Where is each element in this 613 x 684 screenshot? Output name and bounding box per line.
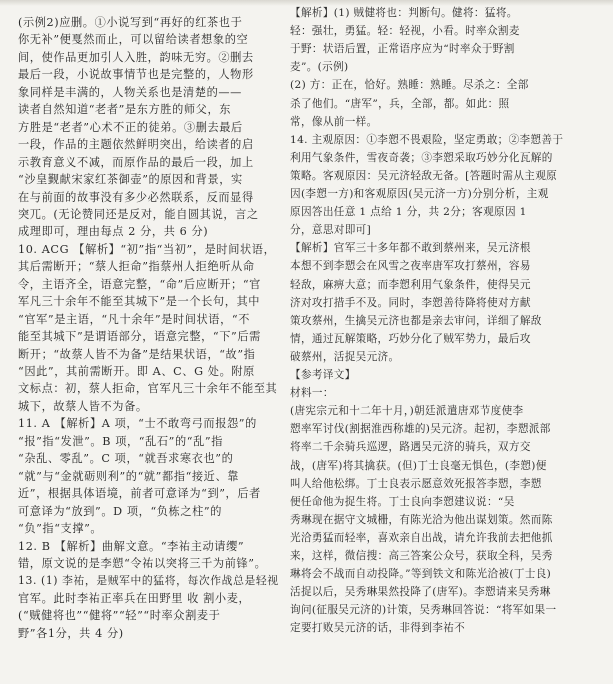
left-text-line: 最后一段，小说故事情节也是完整的，人物形 — [18, 68, 254, 82]
left-text-line: 可意译为“放到”。D 项，“负栋之柱”的 — [18, 504, 223, 518]
left-text-line: (“贼健将也”“健将”“轻”“时率众割麦于 — [18, 609, 221, 623]
right-text-line: 济对攻打措手不及。同时，李愬善待降将使对方献 — [290, 296, 531, 309]
left-text-line: 一段，作品的主题依然鲜明突出，给读者的启 — [18, 138, 254, 152]
right-text-line: 策略。客观原因：吴元济轻敌无备。[答题时需从主观原 — [290, 169, 558, 182]
left-text-line: 官军。此时李祐正率兵在田野里 收 割小麦， — [18, 591, 251, 605]
right-text-line: (2) 方：正在，恰好。熟睡：熟睡。尽杀之：全部 — [290, 79, 529, 92]
left-text-line: “报”指“发泄”。B 项，“乱石”的“乱”指 — [18, 434, 223, 448]
right-text-line: 轻：强壮，勇猛。轻：轻视，小看。时率众割麦 — [290, 25, 520, 38]
right-text-line: 原因答出任意 1 点给 1 分，共 2分；客观原因 1 — [290, 206, 527, 219]
right-text-line: 愬率军讨伐(割据淮西称雄的)吴元济。起初，李愬派部 — [290, 423, 551, 436]
left-text-line: 方胜是“老者”心术不正的徒弟。③删去最后 — [18, 120, 243, 134]
right-text-line: (唐宪宗元和十二年十月，)朝廷派遣唐邓节度使李 — [290, 405, 524, 418]
left-text-line: 文标点：初，蔡人拒命，官军凡三十余年不能至其 — [18, 382, 278, 396]
right-text-line: 将率二千余骑兵巡逻，路遇吴元济的骑兵，双方交 — [290, 441, 531, 454]
right-text-line: 【参考译文】 — [290, 369, 356, 381]
left-text-line: “因此”，其前需断开。即 A、C、G 处。附原 — [18, 365, 255, 378]
left-text-line: “沙皇觐献宋家红茶御壶”的原因和背景，实 — [18, 173, 243, 187]
right-text-line: 秀琳现在据守文城栅，有陈光洽为他出谋划策。然而陈 — [290, 513, 553, 526]
left-text-line: 象同样是丰满的，人物关系也是清楚的—— — [18, 85, 242, 99]
right-text-line: 活捉以后，吴秀琳果然投降了(唐军)。李愬请来吴秀琳 — [290, 586, 551, 599]
right-text-line: 便任命他为捉生将。丁士良向李愬建议说：“吴 — [290, 495, 515, 508]
left-text-line: “负”指“支撑”。 — [18, 522, 103, 536]
left-text-line: 野”各1分，共 4 分) — [18, 626, 124, 640]
left-text-line: “杂乱、零乱”。C 项，“就吾求寒衣也”的 — [18, 452, 234, 466]
right-text-line: 【解析】(1) 贼健将也：判断句。健将：猛将。 — [290, 7, 518, 19]
left-text-line: 近”，根据具体语境，前者可意译为“到”，后者 — [18, 487, 261, 501]
left-text-line: 其后需断开；“蔡人拒命”指蔡州人拒绝听从命 — [18, 260, 255, 274]
left-text-line: 你无补”便戛然而止，可以留给读者想象的空 — [18, 33, 249, 47]
left-text-line: (示例2)应删。①小说写到“再好的红茶也于 — [18, 16, 243, 29]
left-text-line: “官军”是主语，“凡十余年”是时间状语，“不 — [18, 312, 250, 326]
right-text-line: 本想不到李愬会在风雪之夜率唐军攻打蔡州，容易 — [290, 260, 531, 273]
left-text-line: 断开；“故蔡人皆不为备”是结果状语，“故”指 — [18, 347, 256, 361]
left-text-line: 成理即可，理由每点 2 分，共 6 分) — [18, 225, 209, 239]
right-text-line: 询问(征服吴元济的)计策，吴秀琳回答说：“将军如果一 — [290, 604, 557, 617]
left-text-line: 城下，故蔡人皆不为备。 — [18, 399, 148, 413]
right-text-line: 定要打败吴元济的话，非得到李祐不 — [290, 622, 466, 635]
right-text-line: 策攻蔡州，生擒吴元济也都是亲去审问，详细了解敌 — [290, 314, 542, 327]
left-text-line: 读者自然知道“老者”是东方胜的师父，东 — [18, 103, 232, 117]
right-text-line: 麦”。(示例) — [290, 61, 349, 74]
right-text-line: 利用气象条件，雪夜奇袭；③李愬采取巧妙分化瓦解的 — [290, 151, 553, 164]
right-text-line: 14. 主观原因：①李愬不畏艰险，坚定勇敢；②李愬善于 — [290, 133, 564, 146]
right-text-line: 因(李愬一方)和客观原因(吴元济一方)分别分析，主观 — [290, 188, 549, 200]
left-text-line: “就”与“金就砺则利”的“就”都指“接近、靠 — [18, 469, 240, 483]
right-text-line: 于野：状语后置，正常语序应为“时率众于野割 — [290, 43, 515, 56]
right-text-line: 情，通过瓦解策略，巧妙分化了贼军势力，最后攻 — [290, 332, 531, 345]
right-text-line: 光洽勇猛而轻率，喜欢亲自出战，请允许我前去把他抓 — [290, 531, 553, 544]
left-text-line: 在与前面的故事没有多少必然联系，反而显得 — [18, 190, 254, 204]
left-text-line: 13. (1) 李祐，是贼军中的猛将，每次作战总是轻视 — [18, 574, 279, 588]
right-text-line: 破蔡州，活捉吴元济。 — [290, 350, 400, 363]
left-text-line: 12. B 【解析】曲解文意。“李祐主动请缨” — [18, 539, 245, 553]
left-text-line: 错，原文说的是李愬“令祐以突将三千为前锋”。 — [18, 556, 267, 570]
right-text-line: 分，意思对即可] — [290, 224, 372, 237]
left-text-line: 间，使作品更加引人入胜，韵味无穷。②删去 — [18, 50, 254, 64]
left-text-line: 军凡三十余年不能至其城下”是一个长句，其中 — [18, 295, 261, 309]
left-text-line: 能至其城下”是谓语部分，语意完整，“下”后需 — [18, 330, 261, 344]
right-text-line: 【解析】官军三十多年都不敢到蔡州来，吴元济根 — [290, 242, 531, 255]
left-text-line: 令，主语齐全，语意完整，“命”后应断开；“官 — [18, 277, 261, 291]
right-text-line: 叫人给他松绑。丁士良表示愿意效死报答李愬，李愬 — [290, 477, 542, 490]
right-text-line: 战，(唐军)将其擒获。(但)丁士良毫无惧色，(李愬)便 — [290, 459, 547, 472]
left-text-line: 11. A 【解析】A 项，“士不敢弯弓而报怨”的 — [18, 417, 257, 431]
left-text-line: 示教育意义不减，而原作品的最后一段，加上 — [18, 155, 254, 169]
right-text-line: 琳将会不战而自动投降。”等到铁文和陈光洽被(丁士良) — [290, 568, 552, 581]
left-text-line: 突兀。(无论赞同还是反对，能自圆其说，言之 — [18, 207, 259, 221]
right-text-line: 杀了他们。“唐军”，兵，全部，都。如此：照 — [290, 97, 510, 110]
right-text-line: 来，这样，微信搜：高三答案公众号，获取全科，吴秀 — [290, 550, 553, 562]
right-text-line: 常，像从前一样。 — [290, 115, 378, 128]
right-text-line: 材料一： — [290, 387, 334, 400]
right-text-line: 轻敌，麻痹大意；而李愬利用气象条件，使得吴元 — [290, 278, 531, 291]
left-text-line: 10. ACG 【解析】“初”指“当初”，是时间状语， — [18, 242, 276, 256]
